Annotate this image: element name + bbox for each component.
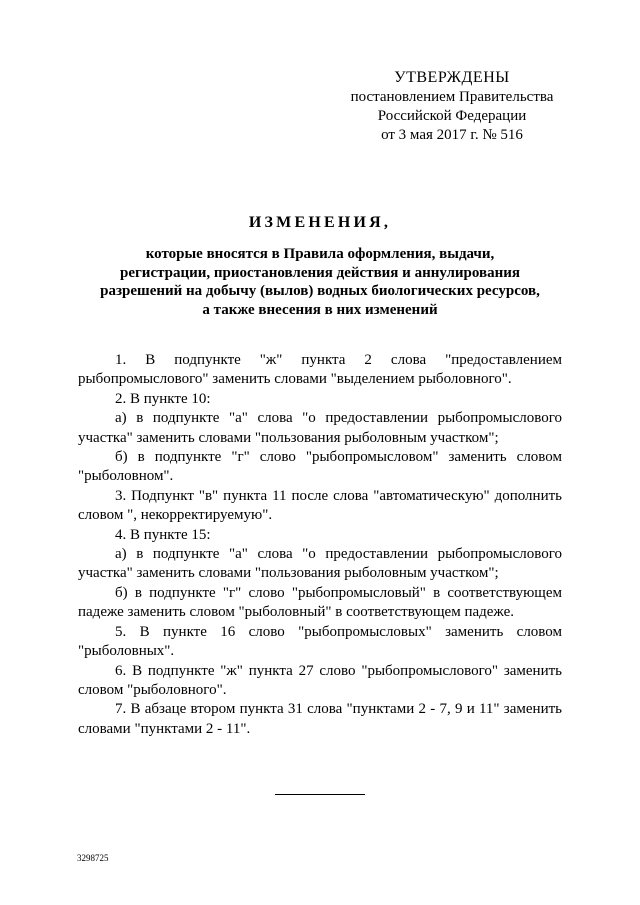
paragraph-2: 2. В пункте 10: bbox=[115, 390, 211, 407]
document-title: ИЗМЕНЕНИЯ, bbox=[248, 214, 392, 231]
subtitle-line-2: регистрации, приостановления действия и аннулирования bbox=[119, 264, 521, 281]
subtitle-line-3: разрешений на добычу (вылов) водных биологических ресурсов, bbox=[100, 283, 540, 299]
end-divider bbox=[275, 794, 365, 795]
amendments-body bbox=[78, 351, 562, 739]
document-subtitle bbox=[60, 245, 580, 319]
paragraph-2b: б) в подпункте "г" слово "рыбопромысловом" заменить словом "рыболовном". bbox=[78, 449, 562, 485]
approval-heading: УТВЕРЖДЕНЫ bbox=[394, 69, 510, 86]
paragraph-6: 6. В подпункте "ж" пункта 27 слово "рыбопромыслового" заменить словом "рыболовного". bbox=[78, 662, 562, 698]
approval-block bbox=[330, 68, 574, 145]
paragraph-7: 7. В абзаце втором пункта 31 слова "пунктами 2 - 7, 9 и 11" заменить словами "пунктами 2 - 11". bbox=[78, 701, 562, 737]
approval-line-1: постановлением Правительства bbox=[350, 89, 554, 105]
paragraph-5: 5. В пункте 16 слово "рыбопромысловых" заменить словом "рыболовных". bbox=[78, 623, 562, 660]
paragraph-1: 1. В подпункте "ж" пункта 2 слова "предоставлением рыбопромыслового" заменить словами "выделением рыболовного". bbox=[78, 352, 562, 388]
paragraph-4b: б) в подпункте "г" слово "рыбопромысловый" в соответствующем падеже заменить словом "рыболовный" в соответствующем падеже. bbox=[78, 584, 562, 621]
subtitle-line-1: которые вносятся в Правила оформления, выдачи, bbox=[145, 246, 495, 262]
paragraph-2a: а) в подпункте "а" слова "о предоставлении рыбопромыслового участка" заменить словами "пользования рыболовным участком"; bbox=[78, 410, 562, 446]
paragraph-4a: а) в подпункте "а" слова "о предоставлении рыбопромыслового участка" заменить словами "пользования рыболовным участком"; bbox=[78, 546, 562, 582]
paragraph-4: 4. В пункте 15: bbox=[115, 526, 211, 543]
subtitle-line-4: а также внесения в них изменений bbox=[202, 301, 438, 318]
approval-line-3: от 3 мая 2017 г. № 516 bbox=[381, 127, 523, 143]
document-number: 3298725 bbox=[77, 853, 109, 863]
paragraph-3: 3. Подпункт "в" пункта 11 после слова "автоматическую" дополнить словом ", некорректируемую". bbox=[78, 487, 562, 524]
approval-line-2: Российской Федерации bbox=[377, 108, 527, 124]
